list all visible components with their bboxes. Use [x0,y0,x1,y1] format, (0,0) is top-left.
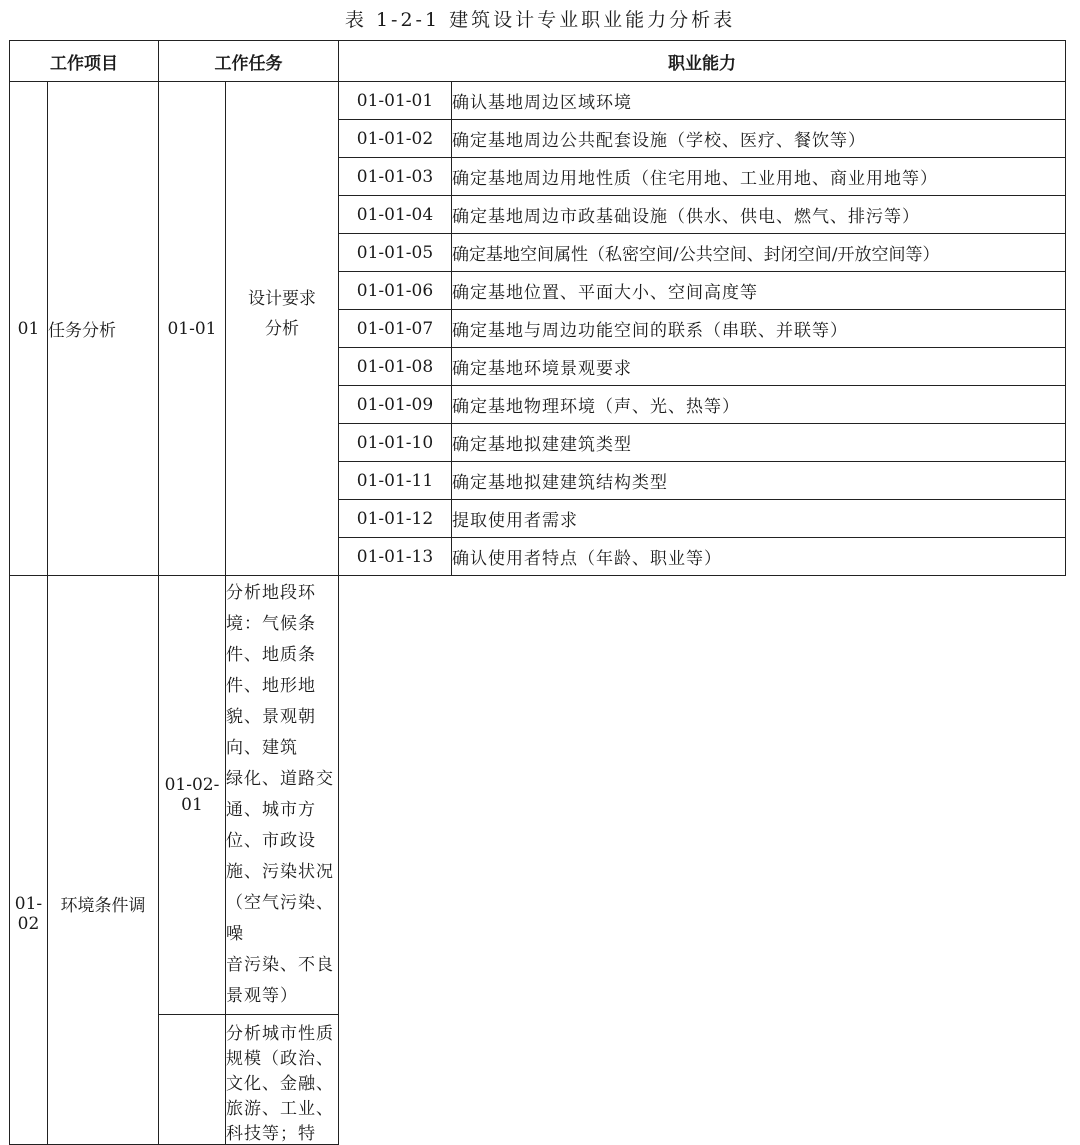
ability-code: 01-01-13 [339,538,452,576]
task-name [226,82,339,576]
ability-code: 01-01-02 [339,120,452,158]
table-title: 表 1-2-1 建筑设计专业职业能力分析表 [344,9,736,31]
table-row [10,1015,1066,1145]
ability-code [159,1015,226,1145]
ability-text: 确定基地与周边功能空间的联系（串联、并联等） [452,310,1066,348]
task-code-text: 01-02 [14,894,43,934]
ability-text: 确认使用者特点（年龄、职业等） [452,538,1066,576]
ability-text [226,576,339,1015]
ability-text: 确定基地位置、平面大小、空间高度等 [452,272,1066,310]
ability-code: 01-01-08 [339,348,452,386]
task-name [48,576,159,1145]
header-ability: 职业能力 [339,41,1066,82]
ability-code: 01-01-04 [339,196,452,234]
header-work-task: 工作任务 [159,41,339,82]
task-name-line: 设计要求 [248,288,316,309]
ability-code: 01-01-10 [339,424,452,462]
ability-code: 01-01-09 [339,386,452,424]
task-code: 01-01 [159,82,226,576]
header-row [10,41,1066,82]
ability-text: 确定基地周边公共配套设施（学校、医疗、餐饮等） [452,120,1066,158]
ability-analysis-table [9,40,1066,1145]
item-code: 01 [10,82,48,576]
ability-text: 确定基地周边市政基础设施（供水、供电、燃气、排污等） [452,196,1066,234]
ability-code: 01-01-11 [339,462,452,500]
header-work-item: 工作项目 [10,41,159,82]
ability-text: 确定基地周边用地性质（住宅用地、工业用地、商业用地等） [452,158,1066,196]
ability-text-line: 音污染、不良景观等） [226,955,334,1006]
ability-code: 01-01-07 [339,310,452,348]
ability-text: 确认基地周边区域环境 [452,82,1066,120]
ability-code: 01-01-03 [339,158,452,196]
ability-code: 01-01-12 [339,500,452,538]
task-name-line: 环境条件调 [60,896,146,916]
ability-text: 确定基地空间属性（私密空间/公共空间、封闭空间/开放空间等） [452,234,1066,272]
ability-text-line: 绿化、道路交通、城市方位、市政设施、污染状况（空气污染、噪 [226,769,334,944]
ability-code: 01-02-01 [159,576,226,1015]
table-row [10,576,1066,1015]
ability-text-line: 分析城市性质规模（政治、文化、金融、旅游、工业、科技等；特 [226,1024,334,1144]
ability-text: 确定基地拟建建筑类型 [452,424,1066,462]
ability-code: 01-01-05 [339,234,452,272]
ability-code: 01-01-06 [339,272,452,310]
task-code [10,576,48,1145]
task-name-line: 分析 [265,318,299,339]
ability-text: 确定基地拟建建筑结构类型 [452,462,1066,500]
ability-text: 确定基地物理环境（声、光、热等） [452,386,1066,424]
table-row [10,82,1066,120]
ability-text: 提取使用者需求 [452,500,1066,538]
ability-text-line: 分析地段环境：气候条件、地质条件、地形地貌、景观朝向、建筑 [226,583,316,758]
ability-code: 01-01-01 [339,82,452,120]
ability-text: 确定基地环境景观要求 [452,348,1066,386]
item-name: 任务分析 [48,82,159,576]
ability-text [226,1015,339,1145]
